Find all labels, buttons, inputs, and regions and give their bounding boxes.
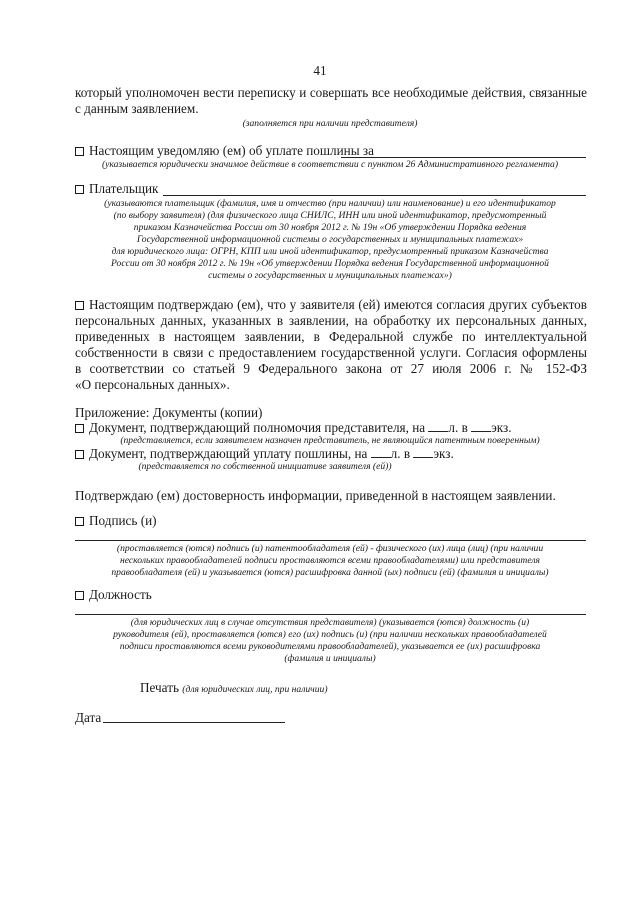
position-note-1: (для юридических лиц в случае отсутствия представителя) (указывается (ются) должность (и) [130, 617, 530, 628]
position-note-4: (фамилия и инициалы) [284, 653, 376, 664]
consent-line-2: персональных данных, указанных в заявлении, на обработку их персональных данных, [75, 313, 587, 328]
position-label: Должность [89, 587, 152, 602]
date [75, 710, 101, 726]
attachment-item-1: Документ, подтверждающий полномочия представителя, на л. в экз. [75, 420, 512, 436]
intro-note: (заполняется при наличии представителя) [242, 118, 418, 129]
fee-notice-checkbox[interactable] [75, 147, 84, 156]
consent-line-5: в соответствии со статьей 9 Федерального закона от 27 июля 2006 г. № 152-ФЗ [75, 361, 587, 376]
payer-note-6: России от 30 ноября 2012 г. № 19н «Об утверждении Порядка ведения Государственной информационной [111, 258, 549, 269]
payer-note-2: (по выбору заявителя) (для физического лица СНИЛС, ИНН или иной идентификатор, предусмотренный [113, 210, 547, 221]
date-field[interactable] [103, 722, 285, 723]
payer-note-7: системы о государственных и муниципальных платежах») [208, 270, 452, 281]
fee-notice-note: (указывается юридически значимое действие в соответствии с пунктом 26 Административного регламента) [101, 159, 559, 170]
signature-note-1: (проставляется (ются) подпись (и) патентообладателя (ей) - физического (их) лица (лиц) (при наличии [116, 543, 544, 554]
payer-note-5: для юридического лица: ОГРН, КПП или иной идентификатор, предусмотренный приказом Казначейства [111, 246, 549, 257]
payer-label: Плательщик [89, 181, 159, 196]
consent-checkbox[interactable] [75, 301, 84, 310]
fee-notice [75, 143, 374, 159]
signature-label: Подпись (и) [89, 513, 157, 528]
date-label: Дата [75, 710, 102, 725]
payer [75, 181, 158, 197]
attachment-1-copies-field[interactable] [471, 420, 491, 432]
confirm-statement: Подтверждаю (ем) достоверность информации, приведенной в настоящем заявлении. [75, 488, 556, 503]
signature-checkbox[interactable] [75, 517, 84, 526]
fee-notice-label: Настоящим уведомляю (ем) об уплате пошлины за [89, 143, 374, 158]
position-note-2: руководителя (ей), проставляется (ются) его (их) подпись (и) (при наличии нескольких правообладателей [113, 629, 547, 640]
consent-line-3: приведенных в настоящем заявлении, в Федеральной службе по интеллектуальной [75, 329, 587, 344]
payer-note-1: (указываются плательщик (фамилия, имя и отчество (при наличии) или наименование) и его идентификатор [104, 198, 556, 209]
consent-line-6: «О персональных данных». [75, 377, 230, 392]
intro-line-2: с данным заявлением. [75, 101, 199, 116]
intro-line-1: который уполномочен вести переписку и совершать все необходимые действия, связанные [75, 85, 587, 100]
signature [75, 513, 157, 529]
signature-note-3: правообладателя (ей) и указывается (ются) расшифровка данной (ых) подписи (ей) (фамилия и инициалы) [111, 567, 549, 578]
stamp [140, 680, 328, 698]
attachment-1-checkbox[interactable] [75, 424, 84, 433]
payer-note-3: приказом Казначейства России от 30 ноября 2012 г. № 19н «Об утверждении Порядка ведения [133, 222, 527, 233]
payer-field[interactable] [163, 195, 586, 196]
page-number: 41 [313, 63, 327, 78]
signature-note-2: нескольких правообладателей подписи проставляются всеми правообладателями) или представителя [120, 555, 540, 566]
payer-note-4: Государственной информационной системы о государственных и муниципальных платежах» [136, 234, 524, 245]
signature-field[interactable] [75, 540, 586, 541]
attachments-heading: Приложение: Документы (копии) [75, 405, 263, 420]
consent-line-1: Настоящим подтверждаю (ем), что у заявителя (ей) имеются согласия других субъектов [75, 297, 587, 313]
position [75, 587, 152, 603]
attachment-2-pages-field[interactable] [371, 446, 391, 458]
fee-notice-field[interactable] [341, 157, 586, 158]
attachment-2-note: (представляется по собственной инициативе заявителя (ей)) [138, 461, 392, 472]
consent-line-4: собственности в связи с предоставлением государственной услуги. Согласия оформлены [75, 345, 587, 360]
attachment-1-note: (представляется, если заявителем назначен представитель, не являющийся патентным поверенным) [120, 435, 540, 446]
position-checkbox[interactable] [75, 591, 84, 600]
attachment-1-pages-field[interactable] [428, 420, 448, 432]
stamp-note: (для юридических лиц, при наличии) [182, 684, 328, 695]
attachment-item-2: Документ, подтверждающий уплату пошлины, на л. в экз. [75, 446, 454, 462]
position-field[interactable] [75, 614, 586, 615]
attachment-2-checkbox[interactable] [75, 450, 84, 459]
position-note-3: подписи проставляются всеми руководителями правообладателей), указывается ее (их) расшифровка [119, 641, 541, 652]
attachment-2-copies-field[interactable] [413, 446, 433, 458]
payer-checkbox[interactable] [75, 185, 84, 194]
stamp-label: Печать [140, 680, 179, 695]
